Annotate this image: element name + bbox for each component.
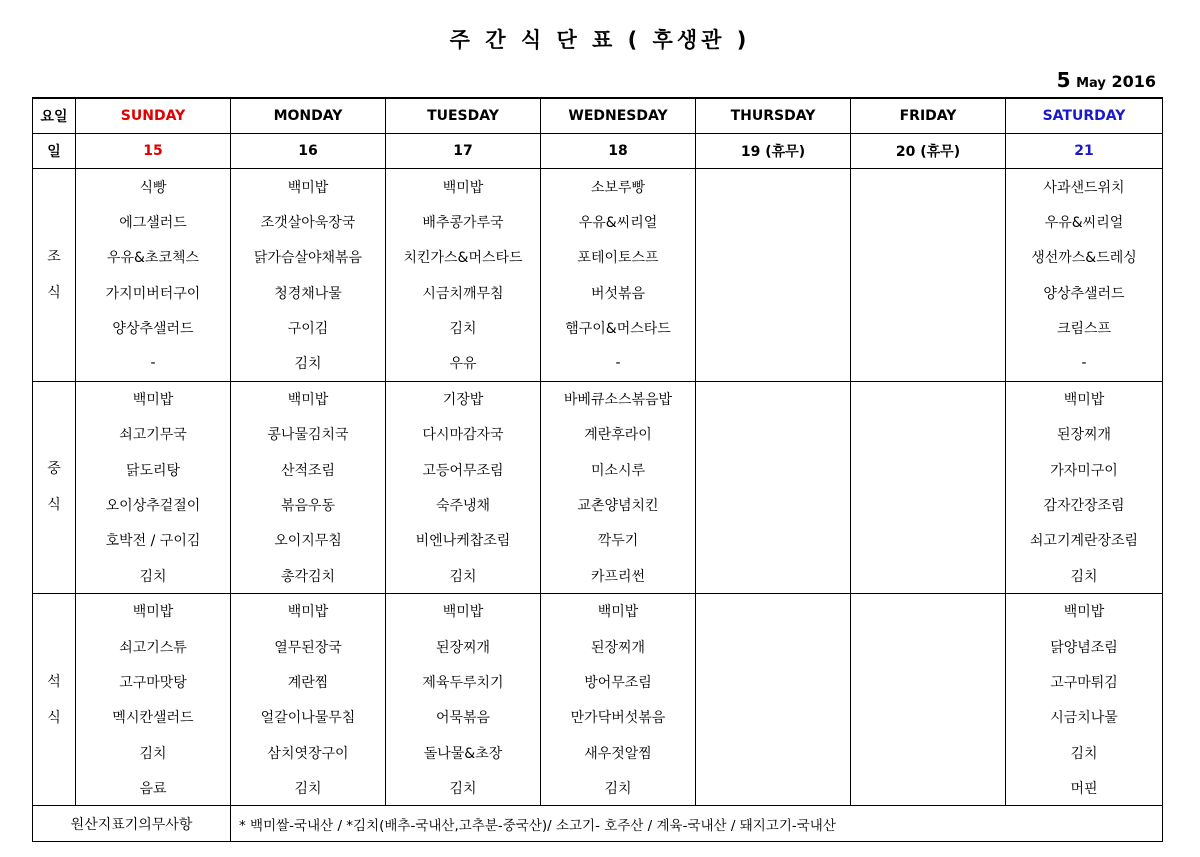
breakfast-dish-tuesday: 배추콩가루국	[386, 204, 541, 239]
dinner-dish-sunday: 쇠고기스튜	[76, 629, 231, 664]
lunch-dish-tuesday: 비엔나케찹조림	[386, 523, 541, 558]
dinner-dish-saturday: 고구마튀김	[1006, 664, 1163, 699]
lunch-row	[33, 381, 1163, 416]
dinner-dish-friday	[851, 770, 1006, 805]
breakfast-dish-friday	[851, 169, 1006, 204]
lunch-dish-friday	[851, 487, 1006, 522]
dinner-dish-thursday	[696, 700, 851, 735]
lunch-dish-saturday: 가자미구이	[1006, 452, 1163, 487]
dinner-dish-saturday: 백미밥	[1006, 593, 1163, 628]
dinner-dish-wednesday: 만가닥버섯볶음	[541, 700, 696, 735]
date-wednesday: 18	[541, 133, 696, 168]
breakfast-dish-friday	[851, 346, 1006, 381]
lunch-dish-monday: 백미밥	[231, 381, 386, 416]
lunch-dish-saturday: 감자간장조림	[1006, 487, 1163, 522]
dinner-dish-tuesday: 어묵볶음	[386, 700, 541, 735]
breakfast-row	[33, 240, 1163, 275]
breakfast-dish-tuesday: 백미밥	[386, 169, 541, 204]
breakfast-dish-sunday: -	[76, 346, 231, 381]
breakfast-dish-friday	[851, 275, 1006, 310]
lunch-dish-tuesday: 기장밥	[386, 381, 541, 416]
breakfast-dish-wednesday: -	[541, 346, 696, 381]
lunch-dish-thursday	[696, 487, 851, 522]
menu-date	[1057, 68, 1156, 92]
lunch-dish-saturday: 쇠고기계란장조림	[1006, 523, 1163, 558]
lunch-dish-saturday: 된장찌개	[1006, 417, 1163, 452]
lunch-dish-thursday	[696, 558, 851, 593]
breakfast-dish-wednesday: 우유&씨리얼	[541, 204, 696, 239]
breakfast-dish-saturday: 양상추샐러드	[1006, 275, 1163, 310]
breakfast-dish-thursday	[696, 204, 851, 239]
breakfast-dish-wednesday: 소보루빵	[541, 169, 696, 204]
breakfast-dish-tuesday: 우유	[386, 346, 541, 381]
lunch-dish-monday: 산적조림	[231, 452, 386, 487]
lunch-dish-wednesday: 미소시루	[541, 452, 696, 487]
breakfast-dish-thursday	[696, 310, 851, 345]
dinner-dish-sunday: 음료	[76, 770, 231, 805]
dinner-dish-thursday	[696, 770, 851, 805]
dinner-dish-saturday: 닭양념조림	[1006, 629, 1163, 664]
breakfast-dish-thursday	[696, 275, 851, 310]
breakfast-dish-sunday: 가지미버터구이	[76, 275, 231, 310]
date-saturday: 21	[1006, 133, 1163, 168]
lunch-row	[33, 452, 1163, 487]
weekly-menu-table	[32, 97, 1163, 842]
day-header-friday: FRIDAY	[851, 98, 1006, 133]
breakfast-dish-tuesday: 김치	[386, 310, 541, 345]
lunch-dish-sunday: 닭도리탕	[76, 452, 231, 487]
weekday-header-row	[33, 98, 1163, 133]
date-tuesday: 17	[386, 133, 541, 168]
lunch-dish-wednesday: 바베큐소스볶음밥	[541, 381, 696, 416]
breakfast-label-char: 식	[47, 284, 61, 301]
dinner-row	[33, 664, 1163, 699]
dinner-dish-saturday: 김치	[1006, 735, 1163, 770]
lunch-dish-monday: 콩나물김치국	[231, 417, 386, 452]
dinner-dish-monday: 얼갈이나물무침	[231, 700, 386, 735]
breakfast-row	[33, 310, 1163, 345]
breakfast-dish-wednesday: 버섯볶음	[541, 275, 696, 310]
dinner-dish-wednesday: 새우젓알찜	[541, 735, 696, 770]
breakfast-row	[33, 169, 1163, 204]
dinner-label-char: 식	[47, 709, 61, 726]
date-monday: 16	[231, 133, 386, 168]
lunch-label	[33, 381, 76, 593]
breakfast-dish-sunday: 식빵	[76, 169, 231, 204]
lunch-dish-wednesday: 깍두기	[541, 523, 696, 558]
dinner-dish-thursday	[696, 664, 851, 699]
dinner-dish-saturday: 시금치나물	[1006, 700, 1163, 735]
origin-note: * 백미쌀-국내산 / *김치(배추-국내산,고추분-중국산)/ 소고기- 호주산 / 계육-국내산 / 돼지고기-국내산	[231, 806, 1163, 841]
breakfast-label-char: 조	[47, 248, 61, 265]
lunch-dish-thursday	[696, 381, 851, 416]
breakfast-dish-monday: 닭가슴살야채볶음	[231, 240, 386, 275]
lunch-dish-tuesday: 숙주냉채	[386, 487, 541, 522]
breakfast-dish-friday	[851, 240, 1006, 275]
lunch-dish-sunday: 김치	[76, 558, 231, 593]
day-header-monday: MONDAY	[231, 98, 386, 133]
dinner-dish-friday	[851, 735, 1006, 770]
dinner-dish-wednesday: 김치	[541, 770, 696, 805]
dinner-dish-wednesday: 백미밥	[541, 593, 696, 628]
dinner-dish-friday	[851, 664, 1006, 699]
breakfast-dish-monday: 구이김	[231, 310, 386, 345]
lunch-dish-saturday: 백미밥	[1006, 381, 1163, 416]
origin-row	[33, 806, 1163, 841]
dinner-dish-tuesday: 된장찌개	[386, 629, 541, 664]
dinner-row	[33, 629, 1163, 664]
breakfast-dish-friday	[851, 204, 1006, 239]
menu-body	[33, 169, 1163, 806]
dinner-row	[33, 770, 1163, 805]
dinner-dish-tuesday: 제육두루치기	[386, 664, 541, 699]
breakfast-label	[33, 169, 76, 381]
day-header-saturday: SATURDAY	[1006, 98, 1163, 133]
day-header-thursday: THURSDAY	[696, 98, 851, 133]
breakfast-dish-sunday: 에그샐러드	[76, 204, 231, 239]
breakfast-dish-saturday: 우유&씨리얼	[1006, 204, 1163, 239]
lunch-dish-sunday: 오이상추겉절이	[76, 487, 231, 522]
dinner-dish-monday: 백미밥	[231, 593, 386, 628]
breakfast-dish-monday: 김치	[231, 346, 386, 381]
lunch-row	[33, 487, 1163, 522]
lunch-label-char: 식	[47, 497, 61, 514]
dinner-dish-friday	[851, 700, 1006, 735]
date-header-row	[33, 133, 1163, 168]
dinner-dish-tuesday: 백미밥	[386, 593, 541, 628]
breakfast-dish-thursday	[696, 169, 851, 204]
breakfast-dish-saturday: -	[1006, 346, 1163, 381]
breakfast-dish-wednesday: 햄구이&머스타드	[541, 310, 696, 345]
origin-label: 원산지표기의무사항	[33, 806, 231, 841]
breakfast-dish-friday	[851, 310, 1006, 345]
lunch-dish-monday: 볶음우동	[231, 487, 386, 522]
lunch-dish-tuesday: 김치	[386, 558, 541, 593]
breakfast-row	[33, 346, 1163, 381]
dinner-dish-monday: 삼치엿장구이	[231, 735, 386, 770]
breakfast-dish-thursday	[696, 346, 851, 381]
date-label: 일	[33, 133, 76, 168]
dinner-row	[33, 735, 1163, 770]
dinner-dish-sunday: 김치	[76, 735, 231, 770]
lunch-dish-wednesday: 카프리썬	[541, 558, 696, 593]
breakfast-dish-thursday	[696, 240, 851, 275]
dinner-dish-tuesday: 돌나물&초장	[386, 735, 541, 770]
lunch-dish-friday	[851, 523, 1006, 558]
day-header-sunday: SUNDAY	[76, 98, 231, 133]
lunch-dish-sunday: 쇠고기무국	[76, 417, 231, 452]
dinner-row	[33, 700, 1163, 735]
dinner-dish-friday	[851, 629, 1006, 664]
breakfast-dish-tuesday: 시금치깨무침	[386, 275, 541, 310]
breakfast-dish-monday: 청경채나물	[231, 275, 386, 310]
lunch-dish-wednesday: 계란후라이	[541, 417, 696, 452]
date-thursday: 19 (휴무)	[696, 133, 851, 168]
breakfast-dish-saturday: 생선까스&드레싱	[1006, 240, 1163, 275]
lunch-dish-friday	[851, 558, 1006, 593]
dinner-dish-monday: 김치	[231, 770, 386, 805]
lunch-dish-thursday	[696, 452, 851, 487]
date-day: 5	[1056, 68, 1071, 92]
dinner-dish-sunday: 고구마맛탕	[76, 664, 231, 699]
day-header-wednesday: WEDNESDAY	[541, 98, 696, 133]
dinner-dish-thursday	[696, 735, 851, 770]
lunch-dish-friday	[851, 381, 1006, 416]
date-friday: 20 (휴무)	[851, 133, 1006, 168]
breakfast-row	[33, 275, 1163, 310]
breakfast-dish-sunday: 우유&초코첵스	[76, 240, 231, 275]
page-title: 주 간 식 단 표 ( 후생관 )	[449, 28, 751, 52]
lunch-row	[33, 523, 1163, 558]
date-year: 2016	[1111, 72, 1156, 91]
lunch-dish-saturday: 김치	[1006, 558, 1163, 593]
lunch-label-char: 중	[47, 461, 61, 478]
dinner-dish-friday	[851, 593, 1006, 628]
breakfast-dish-tuesday: 치킨가스&머스타드	[386, 240, 541, 275]
dinner-dish-saturday: 머핀	[1006, 770, 1163, 805]
breakfast-dish-monday: 조갯살아욱장국	[231, 204, 386, 239]
dinner-dish-wednesday: 된장찌개	[541, 629, 696, 664]
lunch-dish-friday	[851, 417, 1006, 452]
dinner-dish-tuesday: 김치	[386, 770, 541, 805]
day-header-tuesday: TUESDAY	[386, 98, 541, 133]
dinner-dish-monday: 열무된장국	[231, 629, 386, 664]
lunch-row	[33, 417, 1163, 452]
dinner-dish-wednesday: 방어무조림	[541, 664, 696, 699]
lunch-dish-tuesday: 다시마감자국	[386, 417, 541, 452]
lunch-dish-friday	[851, 452, 1006, 487]
dinner-dish-monday: 계란찜	[231, 664, 386, 699]
lunch-dish-monday: 오이지무침	[231, 523, 386, 558]
lunch-dish-thursday	[696, 523, 851, 558]
lunch-dish-sunday: 백미밥	[76, 381, 231, 416]
dinner-label-char: 석	[47, 673, 61, 690]
weekday-label: 요일	[33, 98, 76, 133]
breakfast-dish-wednesday: 포테이토스프	[541, 240, 696, 275]
date-month: May	[1076, 76, 1106, 91]
dinner-dish-thursday	[696, 593, 851, 628]
lunch-row	[33, 558, 1163, 593]
date-sunday: 15	[76, 133, 231, 168]
dinner-row	[33, 593, 1163, 628]
lunch-dish-tuesday: 고등어무조림	[386, 452, 541, 487]
lunch-dish-thursday	[696, 417, 851, 452]
breakfast-row	[33, 204, 1163, 239]
dinner-label	[33, 593, 76, 805]
breakfast-dish-saturday: 크림스프	[1006, 310, 1163, 345]
dinner-dish-sunday: 멕시칸샐러드	[76, 700, 231, 735]
lunch-dish-wednesday: 교촌양념치킨	[541, 487, 696, 522]
lunch-dish-monday: 총각김치	[231, 558, 386, 593]
breakfast-dish-sunday: 양상추샐러드	[76, 310, 231, 345]
dinner-dish-thursday	[696, 629, 851, 664]
breakfast-dish-monday: 백미밥	[231, 169, 386, 204]
breakfast-dish-saturday: 사과샌드위치	[1006, 169, 1163, 204]
dinner-dish-sunday: 백미밥	[76, 593, 231, 628]
lunch-dish-sunday: 호박전 / 구이김	[76, 523, 231, 558]
